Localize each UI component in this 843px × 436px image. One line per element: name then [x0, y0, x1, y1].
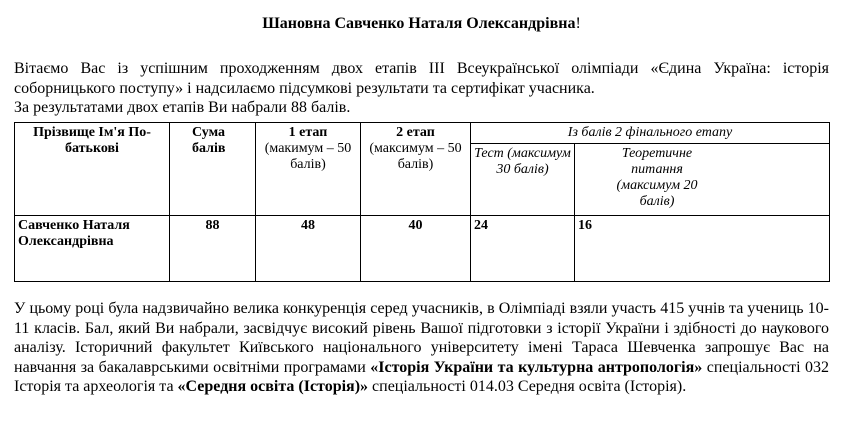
header-test: Тест (максимум 30 балів)	[471, 144, 575, 216]
intro-score-line: За результатами двох етапів Ви набрали 88 балів.	[14, 99, 351, 116]
header-stage2-note: (максимум – 50 балів)	[369, 141, 462, 172]
row-name: Савченко Наталя Олександрівна	[15, 216, 170, 282]
row-sum: 88	[170, 216, 256, 282]
closing-paragraph	[14, 299, 829, 397]
header-theory: Теоретичне питання (максимум 20 балів)	[575, 144, 830, 216]
table-row	[15, 216, 830, 282]
header-stage1-title: 1 етап	[288, 125, 328, 140]
header-stage1	[256, 123, 361, 216]
intro-text: Вітаємо Вас із успішним проходженням двох етапів ІІІ Всеукраїнської олімпіади «Єдина Україна: історія соборницького поступу» і надсилаємо підсумкові результати та сертифікат учасника.	[14, 60, 829, 97]
header-stage2-title: 2 етап	[396, 125, 435, 140]
row-stage1: 48	[256, 216, 361, 282]
row-theory: 16	[575, 216, 830, 282]
results-table	[14, 122, 830, 282]
header-final-group: Із балів 2 фінального етапу	[471, 123, 830, 144]
header-sum: Сума балів	[170, 123, 256, 216]
greeting-name: Савченко Наталя Олександрівна	[334, 15, 576, 32]
table-header-row	[15, 123, 830, 144]
closing-text-3: спеціальності 014.03 Середня освіта (Історія).	[368, 378, 687, 395]
greeting-prefix: Шановна	[262, 15, 335, 32]
closing-text-2: спеціальності 032 Історія та археологія та	[14, 358, 829, 395]
greeting-title	[0, 14, 843, 33]
header-name: Прізвище Ім'я По-батькові	[15, 123, 170, 216]
header-stage1-note: (макимум – 50 балів)	[264, 141, 352, 172]
header-stage2	[361, 123, 471, 216]
program-history-ukraine: «Історія України та культурна антропологія»	[370, 358, 703, 376]
closing-text-1: У цьому році була надзвичайно велика конкуренція серед учасників, в Олімпіаді взяли участь 415 учнів та учениць 10-11 класів. Бал, який Ви набрали, засвідчує високий рівень Вашої підготовки з історії України і здібності до наукового аналізу. Історичний факультет Київського національного університету імені Тараса Шевченка запрошує Вас на навчання за бакалаврськими освітніми програмами	[14, 300, 829, 376]
program-secondary-education: «Середня освіта (Історія)»	[177, 378, 369, 395]
intro-paragraph	[14, 59, 829, 118]
greeting-suffix: !	[575, 15, 581, 32]
row-stage2: 40	[361, 216, 471, 282]
row-test: 24	[471, 216, 575, 282]
